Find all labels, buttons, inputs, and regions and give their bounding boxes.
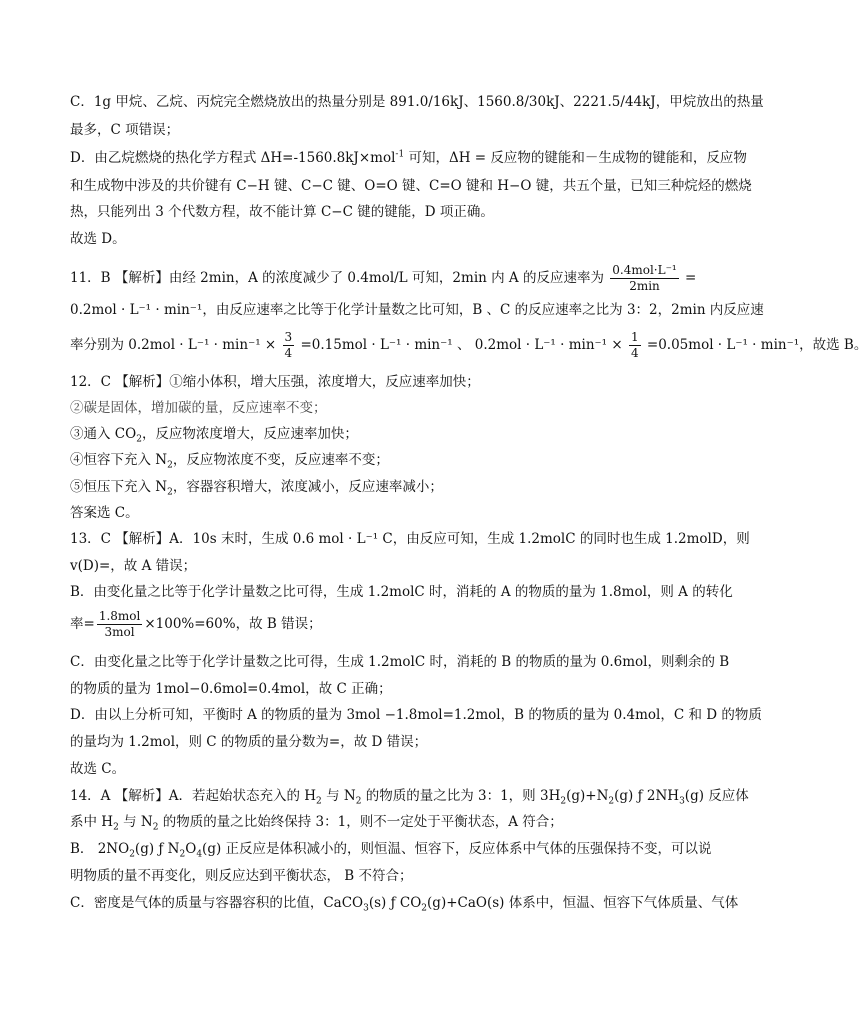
fraction xyxy=(283,330,295,361)
text-span: 可知，ΔH = 反应物的键能和－生成物的键能和，反应物 xyxy=(404,150,747,166)
text-span: 与 N xyxy=(118,814,153,830)
text-span: ×100%=60%，故 B 错误； xyxy=(144,616,322,632)
text-line: 12．C 【解析】①缩小体积，增大压强，浓度增大，反应速率加快； xyxy=(70,374,480,390)
text-line: 明物质的量不再变化，则反应达到平衡状态， B 不符合； xyxy=(70,868,413,884)
subscript: 2 xyxy=(608,796,615,807)
text-span: B． 2NO xyxy=(70,841,130,857)
text-line xyxy=(70,424,730,444)
text-line: 故选 C。 xyxy=(70,761,126,777)
subscript: 3 xyxy=(679,796,685,807)
text-line xyxy=(70,477,730,497)
fraction xyxy=(97,609,143,640)
text-line: C．由变化量之比等于化学计量数之比可得，生成 1.2molC 时，消耗的 B 的物质的量为 0.6mol，则剩余的 B xyxy=(70,654,730,670)
text-line: 和生成物中涉及的共价键有 C−H 键、C−C 键、O=O 键、C=O 键和 H−O 键，共五个量，已知三种烷烃的燃烧 xyxy=(70,178,752,194)
subscript: 4 xyxy=(196,849,203,860)
subscript: 2 xyxy=(113,822,119,833)
text-line: 的物质的量为 1mol−0.6mol=0.4mol，故 C 正确； xyxy=(70,681,392,697)
denominator: 2min xyxy=(629,279,660,293)
text-span: ③通入 CO xyxy=(70,426,137,442)
text-line xyxy=(70,608,730,644)
subscript: 2 xyxy=(167,460,173,471)
text-span: (g)+N xyxy=(566,788,609,804)
text-line xyxy=(70,786,749,807)
text-line: v(D)=，故 A 错误； xyxy=(70,558,197,574)
denominator: 3mol xyxy=(104,625,135,639)
text-span: ，容器容积增大，浓度减小，反应速率减小； xyxy=(172,479,443,495)
text-line: 13．C 【解析】A．10s 末时，生成 0.6 mol · L⁻¹ C，由反应可知，生成 1.2molC 的同时也生成 1.2molD，则 xyxy=(70,531,750,547)
subscript: 2 xyxy=(560,796,567,807)
text-span: 的物质的量之比为 3：1，则 3H xyxy=(361,788,561,804)
text-line: B．由变化量之比等于化学计量数之比可得，生成 1.2molC 时，消耗的 A 的物质的量为 1.8mol，则 A 的转化 xyxy=(70,584,733,600)
text-line xyxy=(70,329,867,365)
text-line: ②碳是固体，增加碳的量，反应速率不变； xyxy=(70,400,327,416)
text-line xyxy=(70,893,739,914)
numerator: 3 xyxy=(284,330,293,344)
text-line xyxy=(70,148,747,168)
text-line: 故选 D。 xyxy=(70,231,126,247)
text-span: 11．B 【解析】由经 2min，A 的浓度减少了 0.4mol/L 可知，2min 内 A 的反应速率为 xyxy=(70,270,609,286)
subscript: 2 xyxy=(167,487,173,498)
text-span: (g) ƒ 2NH xyxy=(614,788,680,804)
denominator: 4 xyxy=(630,346,639,360)
numerator: 0.4mol·L⁻¹ xyxy=(612,263,677,277)
numerator: 1.8mol xyxy=(98,609,141,623)
text-span: 与 N xyxy=(321,788,356,804)
text-span: (g)+CaO(s) 体系中，恒温、恒容下气体质量、气体 xyxy=(427,895,739,911)
subscript: 2 xyxy=(179,849,186,860)
text-span: =0.05mol · L⁻¹ · min⁻¹，故选 B。 xyxy=(642,337,867,353)
text-line: 答案选 C。 xyxy=(70,505,139,521)
text-line: 最多，C 项错误； xyxy=(70,122,180,138)
text-span: 率= xyxy=(70,616,95,632)
text-span: 14．A 【解析】A．若起始状态充入的 H xyxy=(70,788,317,804)
text-span: D．由乙烷燃烧的热化学方程式 ΔH=-1560.8kJ×mol xyxy=(70,150,396,166)
text-span: =0.15mol · L⁻¹ · min⁻¹ 、 0.2mol · L⁻¹ · min⁻¹ × xyxy=(296,337,627,353)
fraction xyxy=(610,263,678,294)
text-span: 系中 H xyxy=(70,814,114,830)
fraction xyxy=(629,330,641,361)
text-span: 的物质的量之比始终保持 3：1，则不一定处于平衡状态，A 符合； xyxy=(158,814,563,830)
text-span: ，反应物浓度不变，反应速率不变； xyxy=(172,452,389,468)
text-line xyxy=(70,262,730,296)
text-line xyxy=(70,450,730,470)
denominator: 4 xyxy=(284,346,293,360)
subscript: 2 xyxy=(136,434,142,445)
superscript: -1 xyxy=(395,149,405,160)
text-span: ，反应物浓度增大，反应速率加快； xyxy=(141,426,358,442)
subscript: 2 xyxy=(152,822,159,833)
text-span: ④恒容下充入 N xyxy=(70,452,168,468)
text-line xyxy=(70,839,730,859)
text-line: 0.2mol · L⁻¹ · min⁻¹，由反应速率之比等于化学计量数之比可知，B 、C 的反应速率之比为 3：2，2min 内反应速 xyxy=(70,302,764,318)
text-span: (g) ƒ N xyxy=(134,841,180,857)
subscript: 2 xyxy=(355,796,362,807)
text-line: C．1g 甲烷、乙烷、丙烷完全燃烧放出的热量分别是 891.0/16kJ、1560.8/30kJ、2221.5/44kJ，甲烷放出的热量 xyxy=(70,94,764,110)
numerator: 1 xyxy=(630,330,639,344)
subscript: 2 xyxy=(316,796,322,807)
text-span: 率分别为 0.2mol · L⁻¹ · min⁻¹ × xyxy=(70,337,281,353)
text-line: 的量均为 1.2mol，则 C 的物质的量分数为=，故 D 错误； xyxy=(70,734,428,750)
text-span: (s) ƒ CO xyxy=(368,895,422,911)
text-span: (g) 反应体 xyxy=(684,788,749,804)
subscript: 2 xyxy=(129,849,135,860)
text-line: 热，只能列出 3 个代数方程，故不能计算 C−C 键的键能，D 项正确。 xyxy=(70,204,494,220)
subscript: 2 xyxy=(421,903,428,914)
text-span: = xyxy=(680,270,697,286)
text-line xyxy=(70,812,730,832)
subscript: 3 xyxy=(363,903,369,914)
text-span: C．密度是气体的质量与容器容积的比值，CaCO xyxy=(70,895,364,911)
text-span: (g) 正反应是体积减小的，则恒温、恒容下，反应体系中气体的压强保持不变，可以说 xyxy=(202,841,712,857)
text-span: O xyxy=(185,841,197,857)
text-line: D．由以上分析可知，平衡时 A 的物质的量为 3mol −1.8mol=1.2mol，B 的物质的量为 0.4mol，C 和 D 的物质 xyxy=(70,707,762,723)
text-span: ⑤恒压下充入 N xyxy=(70,479,168,495)
